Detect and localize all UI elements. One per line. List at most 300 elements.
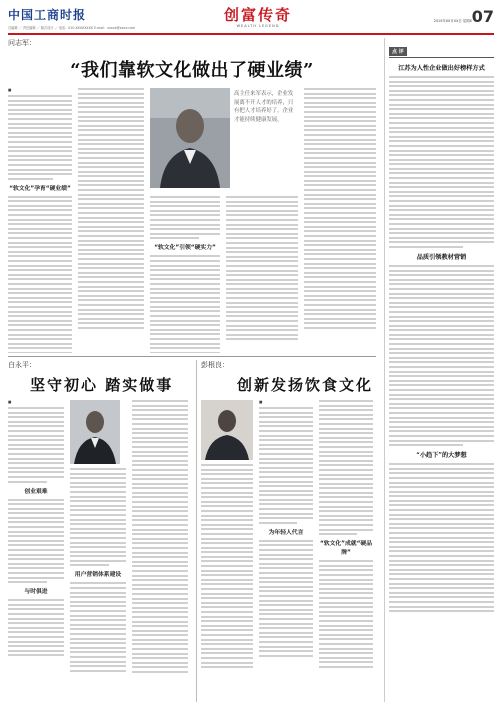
body-text-line	[319, 625, 373, 627]
body-text-line	[389, 85, 494, 87]
body-text-line	[304, 102, 376, 104]
body-text-line	[70, 624, 126, 626]
bottom-right-column-1	[201, 464, 253, 700]
body-text-line	[8, 645, 64, 647]
body-text-line	[389, 325, 494, 327]
body-text-line	[78, 106, 144, 108]
body-text-line	[150, 315, 220, 317]
body-text-line	[389, 136, 494, 138]
body-text-line	[8, 196, 72, 198]
body-text-line	[259, 613, 313, 615]
body-text-line	[389, 182, 494, 184]
body-text-line	[319, 602, 373, 604]
body-text-line	[226, 205, 298, 207]
body-text-line	[78, 194, 144, 196]
body-text-line	[8, 219, 72, 221]
body-text-line	[132, 510, 188, 512]
body-text-line	[8, 324, 72, 326]
body-text-line	[78, 267, 144, 269]
body-text-line	[8, 200, 72, 202]
body-text-line	[389, 159, 494, 161]
body-text-line	[201, 583, 253, 585]
body-text-line	[226, 274, 298, 276]
body-text-line	[132, 602, 188, 604]
body-text-line	[8, 274, 72, 276]
body-text-line	[132, 460, 188, 462]
body-text-line	[319, 469, 373, 471]
body-text-line	[226, 260, 298, 262]
bottom-left-subhead-3: 用户营销体系建设	[74, 572, 122, 579]
body-text-line	[132, 634, 188, 636]
body-text-line	[319, 446, 373, 448]
body-text-line	[319, 620, 373, 622]
body-text-line	[70, 546, 126, 548]
body-text-line	[226, 228, 298, 230]
body-text-line	[8, 118, 72, 120]
body-text-line	[132, 437, 188, 439]
body-text-line	[389, 394, 494, 396]
body-text-line	[226, 302, 298, 304]
body-text-line	[304, 207, 376, 209]
body-text-line	[389, 154, 494, 156]
body-text-line	[259, 458, 313, 460]
body-text-line	[150, 260, 220, 262]
body-text-line	[389, 435, 494, 437]
body-text-line	[8, 581, 47, 583]
bottom-left-column-1: ■ 创业艰难 与时俱进	[8, 400, 64, 700]
body-text-line	[389, 583, 494, 585]
body-text-line	[389, 430, 494, 432]
bottom-right-label: 彭根良：	[201, 361, 229, 369]
body-text-line	[259, 503, 313, 505]
body-text-line	[389, 555, 494, 557]
body-text-line	[201, 505, 253, 507]
body-text-line	[304, 125, 376, 127]
body-text-line	[259, 627, 313, 629]
body-text-line	[201, 643, 253, 645]
body-text-line	[8, 476, 64, 478]
body-text-line	[132, 446, 188, 448]
body-text-line	[389, 403, 494, 405]
body-text-line	[304, 97, 376, 99]
body-text-line	[132, 621, 188, 623]
body-text-line	[304, 295, 376, 297]
body-text-line	[8, 301, 72, 303]
body-text-line	[8, 563, 64, 565]
body-text-line	[226, 334, 298, 336]
body-text-line	[259, 435, 313, 437]
body-text-line	[78, 263, 144, 265]
body-text-line	[226, 292, 298, 294]
body-text-line	[132, 542, 188, 544]
body-text-line	[389, 564, 494, 566]
body-text-line	[70, 560, 126, 562]
body-text-line	[132, 496, 188, 498]
body-text-line	[259, 604, 313, 606]
body-text-line	[259, 554, 313, 556]
body-text-line	[132, 501, 188, 503]
body-text-line	[389, 232, 494, 234]
body-text-line	[8, 512, 64, 514]
top-story-column-1	[8, 88, 72, 353]
body-text-line	[70, 482, 126, 484]
pull-quote: 高主任来军表示，企业发展离不开人才的培养，只有把人才培养好了，企业才能持续健康发展。	[234, 91, 294, 123]
body-text-line	[78, 304, 144, 306]
sidebar-tag-bar	[389, 38, 494, 58]
body-text-line	[389, 375, 494, 377]
body-text-line	[78, 212, 144, 214]
body-text-line	[304, 157, 376, 159]
body-text-line	[259, 476, 313, 478]
body-text-line	[78, 230, 144, 232]
body-text-line	[259, 494, 313, 496]
body-text-line	[78, 217, 144, 219]
newspaper-logo: 中国工商时报	[8, 8, 87, 22]
body-text-line	[259, 421, 313, 423]
body-text-line	[304, 152, 376, 154]
body-text-line	[259, 481, 313, 483]
body-text-line	[78, 175, 144, 177]
sidebar-story-1-body	[389, 76, 494, 248]
body-text-line	[78, 116, 144, 118]
body-text-line	[259, 577, 313, 579]
body-text-line	[259, 430, 313, 432]
body-text-line	[70, 468, 126, 470]
body-text-line	[259, 425, 313, 427]
body-text-line	[226, 251, 298, 253]
body-text-line	[304, 318, 376, 320]
body-text-line	[259, 544, 313, 546]
body-text-line	[8, 306, 72, 308]
body-text-line	[8, 430, 64, 432]
body-text-line	[8, 123, 72, 125]
body-text-line	[70, 496, 126, 498]
section-title: 创富传奇	[223, 6, 292, 24]
body-text-line	[78, 139, 144, 141]
body-text-line	[132, 533, 188, 535]
body-text-line	[150, 343, 220, 345]
body-text-line	[226, 283, 298, 285]
sidebar-tag: 点 评	[389, 47, 407, 56]
bottom-right-story	[196, 360, 376, 702]
body-text-line	[78, 235, 144, 237]
body-text-line	[150, 224, 220, 226]
body-text-line	[70, 555, 126, 557]
body-text-line	[8, 100, 72, 102]
body-text-line	[304, 194, 376, 196]
body-text-line	[70, 610, 126, 612]
body-text-line	[8, 435, 64, 437]
body-text-line	[70, 537, 126, 539]
body-text-line	[132, 483, 188, 485]
body-text-line	[319, 510, 373, 512]
body-text-line	[319, 579, 373, 581]
body-text-line	[259, 471, 313, 473]
body-text-line	[132, 409, 188, 411]
body-text-line	[70, 605, 126, 607]
body-text-line	[319, 661, 373, 663]
body-text-line	[389, 601, 494, 603]
body-text-line	[389, 99, 494, 101]
body-text-line	[304, 281, 376, 283]
body-text-line	[304, 286, 376, 288]
sidebar-story-3-body	[389, 463, 494, 612]
body-text-line	[78, 143, 144, 145]
body-text-line	[201, 473, 253, 475]
body-text-line	[8, 251, 72, 253]
body-text-line	[389, 527, 494, 529]
body-text-line	[389, 316, 494, 318]
body-text-line	[389, 468, 494, 470]
body-text-line	[259, 549, 313, 551]
body-text-line	[304, 258, 376, 260]
body-text-line	[259, 499, 313, 501]
top-story-column-2	[78, 88, 144, 353]
body-text-line	[259, 444, 313, 446]
body-text-line	[259, 641, 313, 643]
body-text-line	[389, 361, 494, 363]
bottom-left-column-2	[70, 468, 126, 700]
editor-info: 总编辑 ／ 责任编辑 ／ 版式设计 ／ 电话：010-XXXXXXXX E-mail：xxxxx@xxxx.com	[8, 26, 136, 30]
body-text-line	[8, 407, 64, 409]
body-text-line	[132, 630, 188, 632]
body-text-line	[78, 120, 144, 122]
body-text-line	[304, 129, 376, 131]
body-text-line	[389, 177, 494, 179]
body-text-line	[319, 615, 373, 617]
body-text-line	[78, 309, 144, 311]
body-text-line	[8, 329, 72, 331]
body-text-line	[8, 526, 64, 528]
body-text-line	[304, 249, 376, 251]
body-text-line	[389, 444, 463, 446]
body-text-line	[78, 286, 144, 288]
body-text-line	[8, 517, 64, 519]
body-text-line	[389, 90, 494, 92]
body-text-line	[201, 501, 253, 503]
body-text-line	[389, 81, 494, 83]
body-text-line	[132, 588, 188, 590]
body-text-line	[389, 523, 494, 525]
body-text-line	[226, 288, 298, 290]
body-text-line	[70, 638, 126, 640]
portrait-photo	[150, 88, 230, 188]
body-text-line	[201, 565, 253, 567]
body-text-line	[201, 634, 253, 636]
body-text-line	[304, 139, 376, 141]
body-text-line	[8, 425, 64, 427]
body-text-line	[319, 455, 373, 457]
body-text-line	[8, 178, 53, 180]
body-text-line	[201, 560, 253, 562]
body-text-line	[389, 546, 494, 548]
body-text-line	[8, 205, 72, 207]
body-text-line	[150, 352, 220, 353]
bottom-left-photo	[70, 400, 120, 464]
top-story-tag: 问志军：	[8, 39, 36, 47]
body-text-line	[8, 531, 64, 533]
masthead-rule	[8, 33, 494, 35]
top-story-column-5	[304, 88, 376, 353]
body-text-line	[70, 523, 126, 525]
body-text-line	[319, 441, 373, 443]
body-text-line	[150, 233, 220, 235]
body-text-line	[319, 638, 373, 640]
body-text-line	[8, 297, 72, 299]
body-text-line	[201, 593, 253, 595]
body-text-line	[150, 201, 220, 203]
body-text-line	[150, 278, 220, 280]
body-text-line	[150, 329, 220, 331]
body-text-line	[389, 150, 494, 152]
body-text-line	[132, 469, 188, 471]
body-text-line	[8, 458, 64, 460]
body-text-line	[389, 94, 494, 96]
body-text-line	[226, 196, 298, 198]
body-text-line	[8, 503, 64, 505]
body-text-line	[8, 540, 64, 542]
body-text-line	[304, 235, 376, 237]
body-text-line	[150, 228, 220, 230]
body-text-line	[389, 477, 494, 479]
body-text-line	[389, 306, 494, 308]
body-text-line	[389, 288, 494, 290]
body-text-line	[150, 210, 220, 212]
body-text-line	[389, 569, 494, 571]
body-text-line	[8, 311, 72, 313]
body-text-line	[319, 634, 373, 636]
body-text-line	[201, 464, 253, 466]
body-text-line	[259, 517, 313, 519]
body-text-line	[389, 389, 494, 391]
body-text-line	[8, 467, 64, 469]
body-text-line	[319, 592, 373, 594]
body-text-line	[150, 269, 220, 271]
body-text-line	[70, 651, 126, 653]
body-text-line	[319, 519, 373, 521]
body-text-line	[8, 155, 72, 157]
body-text-line	[8, 278, 72, 280]
body-text-line	[8, 173, 72, 175]
body-text-line	[70, 477, 126, 479]
body-text-line	[8, 508, 64, 510]
bottom-left-headline: 坚守初心 踏实做事	[30, 376, 174, 394]
body-text-line	[201, 602, 253, 604]
body-text-line	[132, 579, 188, 581]
body-text-line	[70, 532, 126, 534]
body-text-line	[259, 462, 313, 464]
body-text-line	[78, 102, 144, 104]
body-text-line	[8, 471, 64, 473]
body-text-line	[132, 639, 188, 641]
body-text-line	[319, 474, 373, 476]
body-text-line	[132, 607, 188, 609]
body-text-line	[389, 117, 494, 119]
body-text-line	[389, 195, 494, 197]
body-text-line	[201, 524, 253, 526]
body-text-line	[8, 338, 72, 340]
body-text-line	[259, 646, 313, 648]
body-text-line	[132, 405, 188, 407]
body-text-line	[70, 661, 126, 663]
body-text-line	[389, 191, 494, 193]
body-text-line	[201, 478, 253, 480]
byline: ■	[8, 88, 12, 92]
body-text-line	[201, 652, 253, 654]
body-text-line	[389, 407, 494, 409]
body-text-line	[132, 414, 188, 416]
body-text-line	[201, 542, 253, 544]
body-text-line	[8, 352, 72, 353]
body-text-line	[259, 453, 313, 455]
body-text-line	[304, 263, 376, 265]
body-text-line	[132, 570, 188, 572]
body-text-line	[70, 592, 126, 594]
body-text-line	[8, 255, 72, 257]
bottom-left-subhead-2: 与时俱进	[24, 589, 48, 596]
body-text-line	[150, 214, 220, 216]
body-text-line	[132, 524, 188, 526]
body-text-line	[319, 606, 373, 608]
body-text-line	[319, 487, 373, 489]
body-text-line	[78, 272, 144, 274]
body-text-line	[132, 593, 188, 595]
body-text-line	[226, 329, 298, 331]
body-text-line	[78, 244, 144, 246]
body-text-line	[389, 297, 494, 299]
body-text-line	[8, 127, 72, 129]
body-text-line	[389, 352, 494, 354]
body-text-line	[8, 439, 64, 441]
body-text-line	[132, 643, 188, 645]
body-text-line	[259, 540, 313, 542]
body-text-line	[389, 514, 494, 516]
body-text-line	[389, 504, 494, 506]
body-text-line	[319, 643, 373, 645]
body-text-line	[70, 615, 126, 617]
body-text-line	[8, 599, 64, 601]
bottom-right-subhead-1: 为年轻人代言	[268, 529, 304, 536]
body-text-line	[8, 104, 72, 106]
body-text-line	[201, 611, 253, 613]
body-text-line	[78, 318, 144, 320]
body-text-line	[226, 233, 298, 235]
body-text-line	[8, 636, 64, 638]
main-content	[8, 38, 376, 702]
body-text-line	[8, 631, 64, 633]
body-text-line	[259, 439, 313, 441]
body-text-line	[78, 97, 144, 99]
body-text-line	[319, 574, 373, 576]
body-text-line	[304, 166, 376, 168]
body-text-line	[150, 301, 220, 303]
body-text-line	[389, 311, 494, 313]
body-text-line	[201, 648, 253, 650]
body-text-line	[319, 418, 373, 420]
body-text-line	[201, 625, 253, 627]
bottom-right-headline: 创新发扬饮食文化	[237, 376, 374, 394]
body-text-line	[201, 469, 253, 471]
body-text-line	[304, 276, 376, 278]
body-text-line	[319, 501, 373, 503]
body-text-line	[8, 535, 64, 537]
body-text-line	[8, 641, 64, 643]
body-text-line	[8, 554, 64, 556]
body-text-line	[70, 647, 126, 649]
sidebar-story-3-title: “小趋下”的大梦想	[416, 452, 467, 460]
body-text-line	[259, 595, 313, 597]
body-text-line	[389, 560, 494, 562]
